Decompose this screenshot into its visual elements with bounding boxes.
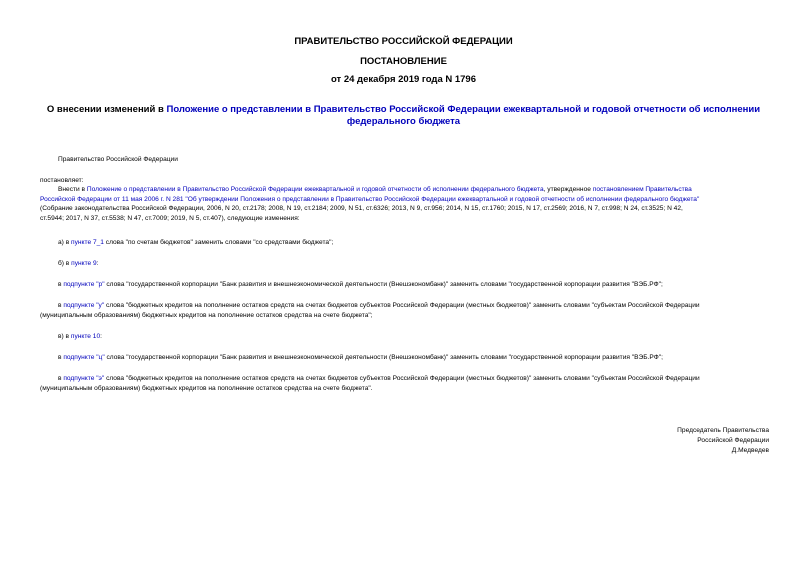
subject-link[interactable]: Положение о представлении в Правительство Российской Федерации ежеквартальной и годовой отчетности об исполнении федерального бюджета xyxy=(166,104,761,127)
item-b-text: : xyxy=(96,260,99,267)
item-a xyxy=(58,238,333,248)
item-v-text: : xyxy=(100,333,102,340)
item-v-e-prefix: в xyxy=(58,375,64,382)
intro-text-1: Внести в xyxy=(58,186,87,193)
item-a-link[interactable]: пункте 7_1 xyxy=(71,239,104,246)
item-b-u-text: слова "бюджетных кредитов на пополнение остатков средств на счетах бюджетов субъектов Российской Федерации (местных бюджетов)" заменить словами "субъектам Российской Федерации xyxy=(104,302,700,309)
item-b-prefix: б) в xyxy=(58,260,72,267)
item-b-u-link[interactable]: подпункте "у" xyxy=(63,302,105,309)
signature-name: Д.Медведев xyxy=(731,447,769,454)
item-v-ts xyxy=(58,353,663,363)
item-v-ts-link[interactable]: подпункте "ц" xyxy=(63,354,105,361)
document-date: от 24 декабря 2019 года N 1796 xyxy=(330,74,476,85)
item-b-link[interactable]: пункте 9 xyxy=(71,260,97,267)
item-b-r xyxy=(58,280,663,290)
item-b-r-text: слова "государственной корпорации "Банк развития и внешнеэкономической деятельности (Внешэкономбанк)" заменить словами "государственной корпорации развития "ВЭБ.РФ"; xyxy=(104,281,663,288)
resolution-link[interactable]: постановлением Правительства xyxy=(592,186,692,193)
item-v-e xyxy=(40,374,767,393)
intro-text-2: , утвержденное xyxy=(543,186,593,193)
document-type: ПОСТАНОВЛЕНИЕ xyxy=(360,56,447,67)
item-b-r-link[interactable]: подпункте "р" xyxy=(63,281,105,288)
government-line: Правительство Российской Федерации xyxy=(58,156,178,163)
subject-prefix: О внесении изменений в xyxy=(46,104,167,115)
intro-sources-2: ст.5944; 2017, N 37, ст.5538; N 47, ст.7009; 2019, N 5, ст.407), следующие изменения: xyxy=(40,214,300,222)
item-v-e-text: слова "бюджетных кредитов на пополнение остатков средств на счетах бюджетов субъектов Российской Федерации (местных бюджетов)" заменить словами "субъектам Российской Федерации xyxy=(104,375,700,382)
item-b-u-prefix: в xyxy=(58,302,64,309)
signature-title: Председатель Правительства xyxy=(677,427,769,434)
intro-sources-1: (Собрание законодательства Российской Федерации, 2006, N 20, ст.2178; 2008, N 19, ст.2184; 2009, N 51, ст.6326; 2013, N 9, ст.956; 2014, N 15, ст.1760; 2015, N 17, ст.2569; 2016, N 7, ст.998; N 24, ст.3525; N 42, xyxy=(40,205,683,212)
item-b-r-prefix: в xyxy=(58,281,64,288)
decides-line: постановляет: xyxy=(40,177,84,184)
item-a-text: слова "по счетам бюджетов" заменить словами "со средствами бюджета"; xyxy=(103,239,334,246)
signature-org: Российской Федерации xyxy=(697,437,769,444)
government-title: ПРАВИТЕЛЬСТВО РОССИЙСКОЙ ФЕДЕРАЦИИ xyxy=(294,36,513,47)
item-a-prefix: а) в xyxy=(58,239,72,246)
item-b-u xyxy=(40,301,767,320)
regulation-link[interactable]: Положение о представлении в Правительство Российской Федерации ежеквартальной и годовой отчетности об исполнении федерального бюджета xyxy=(86,186,544,193)
item-v-e-text-2: (муниципальным образованиям) бюджетных кредитов на пополнение остатков средства на счете бюджета". xyxy=(40,384,373,392)
item-v-ts-text: слова "государственной корпорации "Банк развития и внешнеэкономической деятельности (Внешэкономбанк)" заменить словами "государственной корпорации развития "ВЭБ.РФ"; xyxy=(104,354,663,361)
item-b-u-text-2: (муниципальным образованиям) бюджетных кредитов на пополнение остатков средства на счете бюджета"; xyxy=(40,311,373,319)
item-b xyxy=(58,259,99,269)
item-v xyxy=(58,332,102,342)
item-v-ts-prefix: в xyxy=(58,354,64,361)
resolution-link-cont[interactable]: Российской Федерации от 11 мая 2006 г. N 281 "Об утверждении Положения о представлении в Правительство Российской Федерации ежеквартальной и годовой отчетности об исполнении федерального бюджета" xyxy=(40,195,700,203)
item-v-e-link[interactable]: подпункте "э" xyxy=(63,375,105,382)
item-v-prefix: в) в xyxy=(58,333,71,340)
item-v-link[interactable]: пункте 10 xyxy=(70,333,101,340)
intro-paragraph xyxy=(40,185,767,223)
document-subject xyxy=(40,104,767,128)
